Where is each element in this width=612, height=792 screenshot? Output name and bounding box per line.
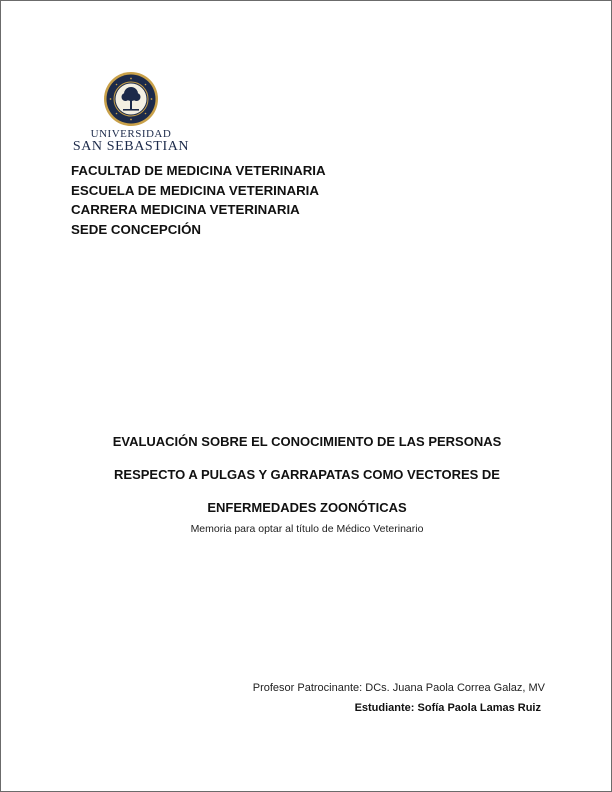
faculty-name: FACULTAD DE MEDICINA VETERINARIA: [71, 163, 326, 178]
career-name: CARRERA MEDICINA VETERINARIA: [71, 202, 300, 217]
university-name-line1: UNIVERSIDAD: [90, 128, 172, 140]
student-line: Estudiante: Sofía Paola Lamas Ruiz: [354, 702, 541, 714]
university-logo: [69, 71, 193, 154]
school-name: ESCUELA DE MEDICINA VETERINARIA: [71, 182, 319, 198]
faculty-heading-list: [71, 161, 326, 239]
university-name-line2: SAN SEBASTIAN: [72, 139, 190, 154]
thesis-title-line: ENFERMEDADES ZOONÓTICAS: [207, 500, 407, 515]
university-seal-icon: [103, 71, 159, 127]
thesis-title-line: EVALUACIÓN SOBRE EL CONOCIMIENTO DE LAS PERSONAS: [112, 434, 502, 449]
thesis-title-line: RESPECTO A PULGAS Y GARRAPATAS COMO VECTORES DE: [114, 467, 500, 482]
thesis-subtitle: Memoria para optar al título de Médico Veterinario: [190, 523, 424, 535]
thesis-title: [1, 425, 612, 524]
advisor-line: Profesor Patrocinante: DCs. Juana Paola Correa Galaz, MV: [252, 682, 545, 694]
campus-name: SEDE CONCEPCIÓN: [71, 221, 202, 237]
